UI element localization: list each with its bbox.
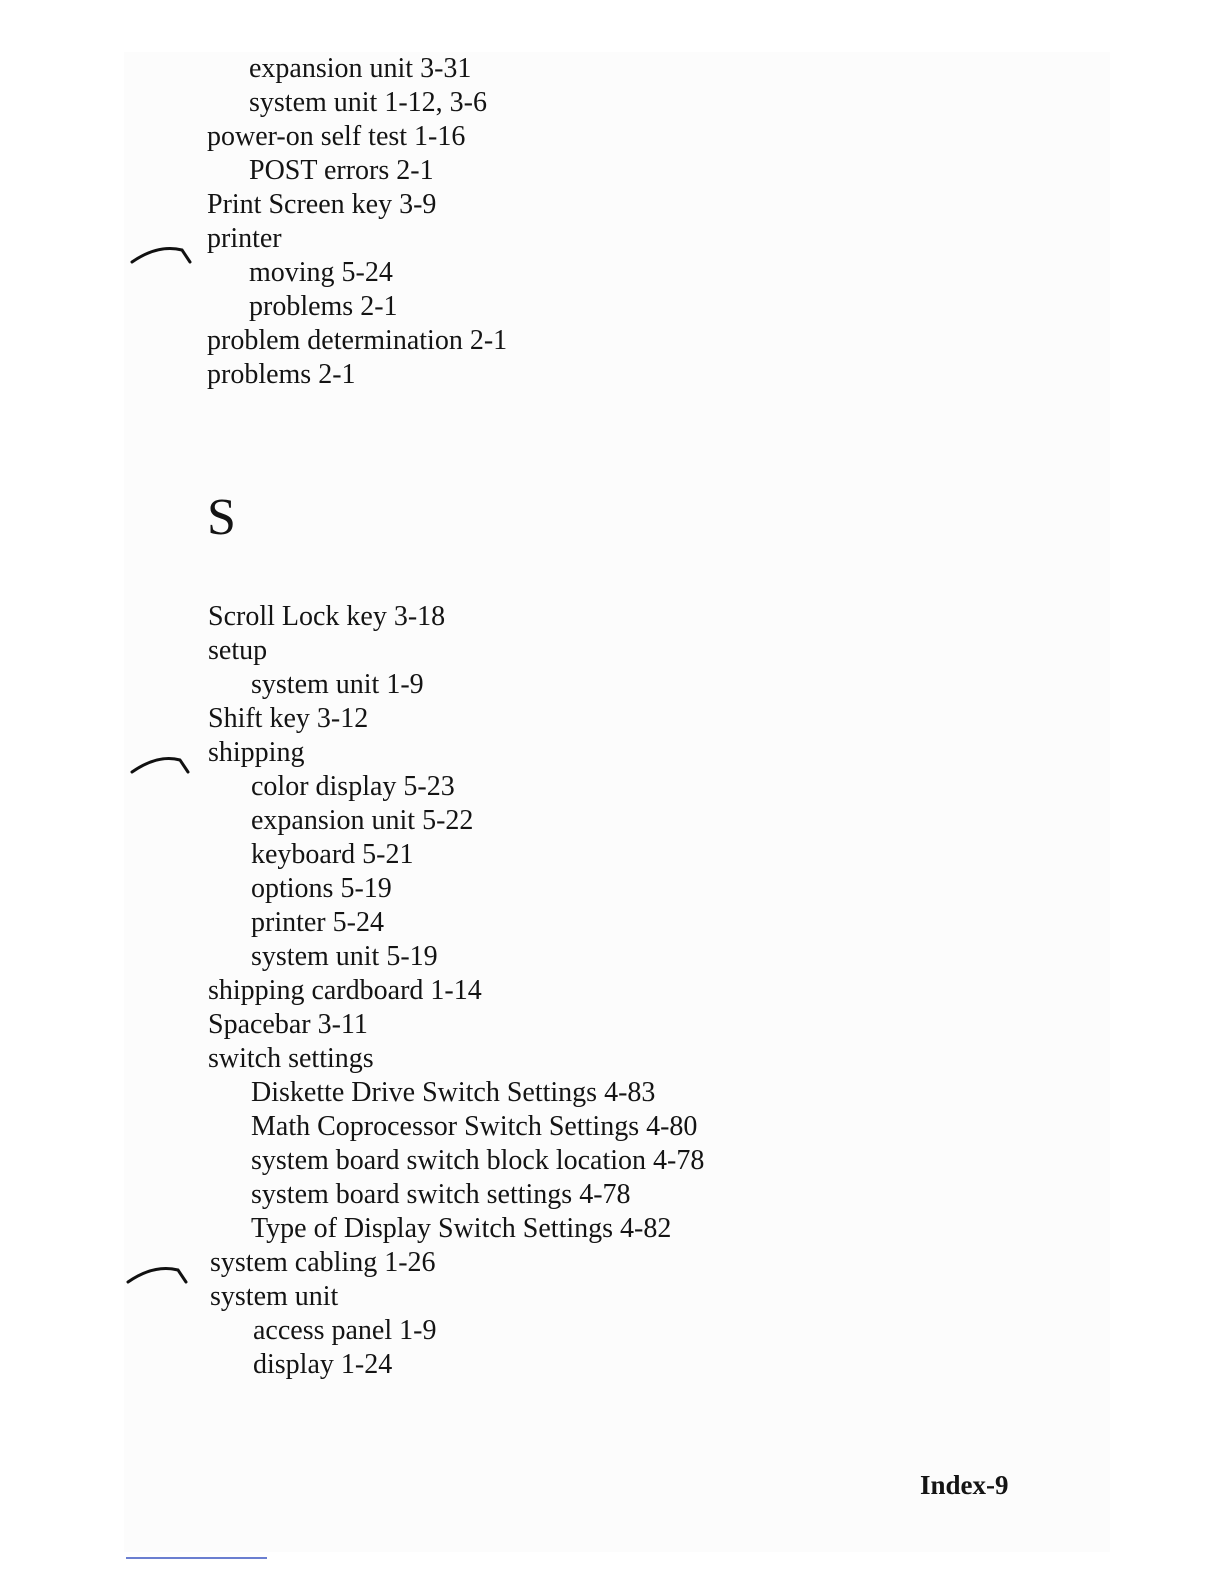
index-entry: shipping cardboard 1-14 [208, 975, 482, 1006]
index-entry: Print Screen key 3-9 [207, 189, 437, 220]
binder-hole-mark-icon [126, 1262, 188, 1286]
index-subentry: keyboard 5-21 [251, 839, 414, 870]
index-subentry: printer 5-24 [251, 907, 384, 938]
index-entry: shipping [208, 737, 305, 768]
index-entry: problems 2-1 [207, 359, 356, 390]
index-subentry: Diskette Drive Switch Settings 4-83 [251, 1077, 656, 1108]
index-entry: setup [208, 635, 268, 666]
scan-edge-line [126, 1557, 267, 1559]
binder-hole-mark-icon [130, 242, 192, 266]
index-subentry: expansion unit 5-22 [251, 805, 474, 836]
index-subentry: system unit 1-9 [251, 669, 424, 700]
index-subentry: options 5-19 [251, 873, 392, 904]
index-subentry: system unit 5-19 [251, 941, 438, 972]
index-entry: system unit [210, 1281, 339, 1312]
section-letter-heading: S [207, 489, 236, 546]
index-entry: Spacebar 3-11 [208, 1009, 368, 1040]
index-subentry: system board switch block location 4-78 [251, 1145, 705, 1176]
index-subentry: expansion unit 3-31 [249, 53, 472, 84]
index-subentry: problems 2-1 [249, 291, 398, 322]
index-subentry: Math Coprocessor Switch Settings 4-80 [251, 1111, 698, 1142]
index-subentry: display 1-24 [253, 1349, 393, 1380]
index-entry: Scroll Lock key 3-18 [208, 601, 446, 632]
index-subentry: system unit 1-12, 3-6 [249, 87, 487, 118]
index-subentry: moving 5-24 [249, 257, 393, 288]
index-subentry: access panel 1-9 [253, 1315, 437, 1346]
index-subentry: Type of Display Switch Settings 4-82 [251, 1213, 672, 1244]
index-subentry: POST errors 2-1 [249, 155, 434, 186]
index-entry: system cabling 1-26 [210, 1247, 436, 1278]
index-entry: switch settings [208, 1043, 374, 1074]
index-subentry: system board switch settings 4-78 [251, 1179, 631, 1210]
index-entry: printer [207, 223, 282, 254]
binder-hole-mark-icon [130, 752, 192, 776]
index-entry: problem determination 2-1 [207, 325, 508, 356]
index-subentry: color display 5-23 [251, 771, 455, 802]
page-number-label: Index-9 [920, 1470, 1009, 1500]
index-entry: Shift key 3-12 [208, 703, 369, 734]
index-entry: power-on self test 1-16 [207, 121, 466, 152]
